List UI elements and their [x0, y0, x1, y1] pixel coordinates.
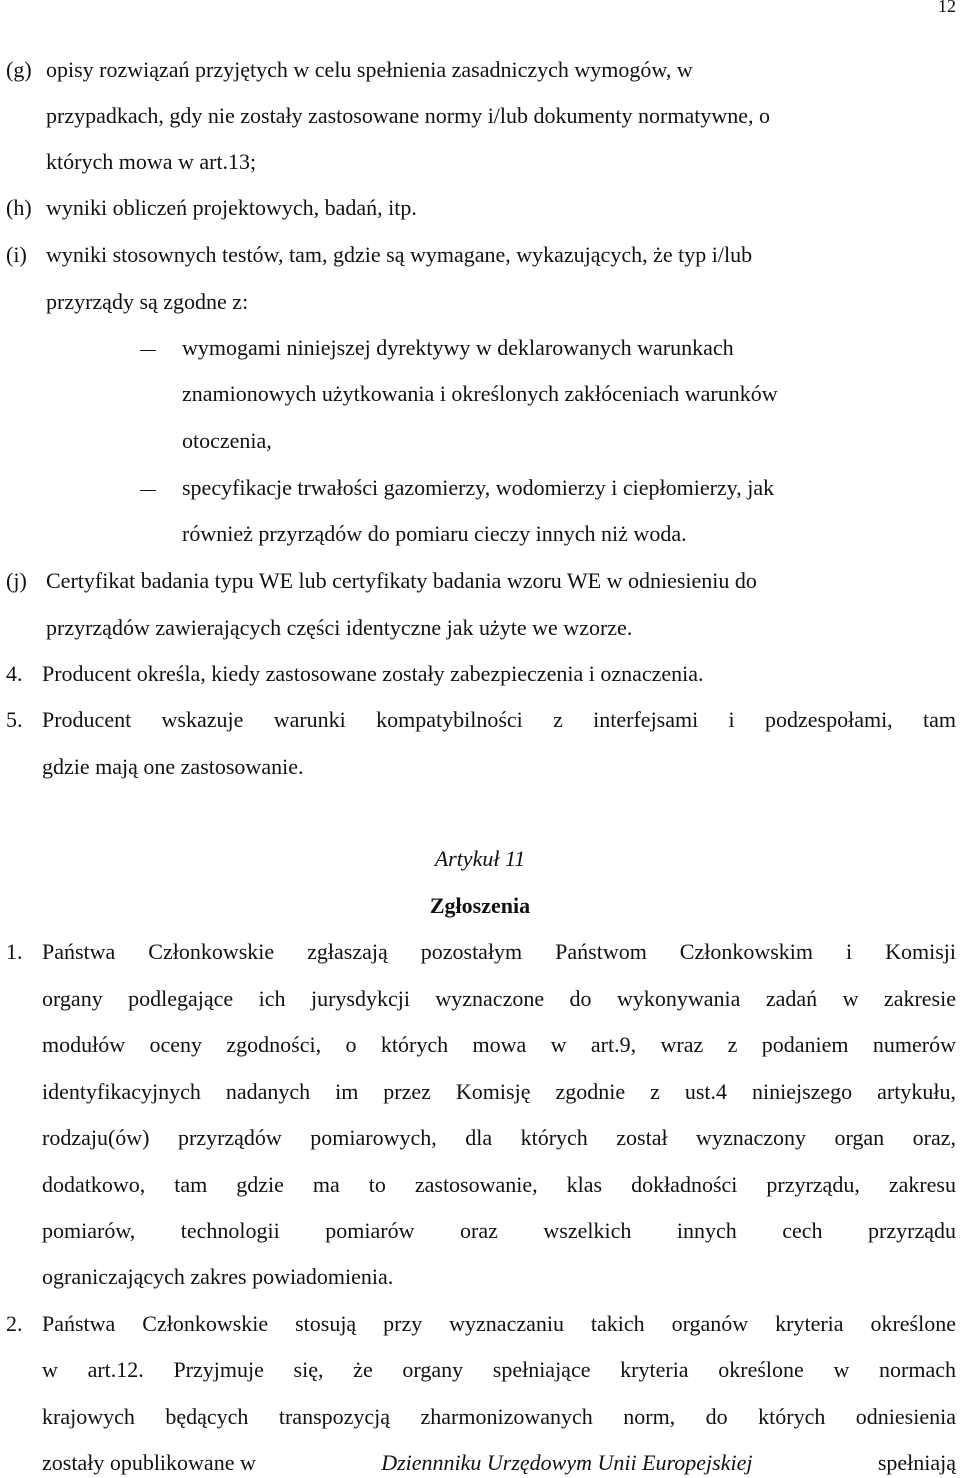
point-5-line-1: Producent wskazuje warunki kompatybilności z interfejsami i podzespołami, tam — [42, 707, 956, 732]
article-title: Zgłoszenia — [429, 893, 531, 918]
para-2-line-2: w art.12. Przyjmuje się, że organy spełniające kryteria określone w normach — [42, 1357, 956, 1382]
dash-item-2-line-2: również przyrządów do pomiaru cieczy innych niż woda. — [182, 521, 687, 546]
list-g-line-3: których mowa w art.13; — [46, 149, 257, 174]
list-i-line-2: przyrządy są zgodne z: — [46, 289, 249, 314]
point-4-marker: 4. — [6, 661, 23, 686]
list-j-line-2: przyrządów zawierających części identyczne jak użyte we wzorze. — [46, 615, 633, 640]
para-1-line-3: modułów oceny zgodności, o których mowa w art.9, wraz z podaniem numerów — [42, 1032, 956, 1057]
para-1-line-1: Państwa Członkowskie zgłaszają pozostałym Państwom Członkowskim i Komisji — [42, 939, 956, 964]
dash-item-1-line-1: wymogami niniejszej dyrektywy w deklarowanych warunkach — [182, 335, 734, 360]
list-marker-h: (h) — [6, 195, 32, 220]
para-2-line-4 — [42, 1449, 956, 1477]
para-1-line-4: identyfikacyjnych nadanych im przez Komisję zgodnie z ust.4 niniejszego artykułu, — [42, 1079, 956, 1104]
list-h-line-1: wyniki obliczeń projektowych, badań, itp. — [46, 195, 417, 220]
para-2-line-1: Państwa Członkowskie stosują przy wyznaczaniu takich organów kryteria określone — [42, 1311, 956, 1336]
dash-item-1-line-3: otoczenia, — [182, 428, 272, 453]
dash-item-1-line-2: znamionowych użytkowania i określonych zakłóceniach warunków — [182, 381, 778, 406]
point-4-line-1: Producent określa, kiedy zastosowane zostały zabezpieczenia i oznaczenia. — [42, 661, 704, 686]
article-heading: Artykuł 11 — [434, 846, 526, 871]
list-marker-i: (i) — [6, 242, 27, 267]
point-5-marker: 5. — [6, 707, 23, 732]
point-5-line-2: gdzie mają one zastosowanie. — [42, 754, 304, 779]
list-j-line-1: Certyfikat badania typu WE lub certyfikaty badania wzoru WE w odniesieniu do — [46, 568, 757, 593]
para-2-line-3: krajowych będących transpozycją zharmonizowanych norm, do których odniesienia — [42, 1404, 956, 1429]
para-1-line-8: ograniczających zakres powiadomienia. — [42, 1264, 394, 1289]
para-2-line-4-after: spełniają — [877, 1450, 956, 1475]
dash-item-2-line-1: specyfikacje trwałości gazomierzy, wodomierzy i ciepłomierzy, jak — [182, 475, 775, 500]
list-g-line-2: przypadkach, gdy nie zostały zastosowane normy i/lub dokumenty normatywne, o — [46, 103, 770, 128]
list-marker-g: (g) — [6, 57, 32, 82]
dash-bullet-1 — [140, 350, 156, 351]
para-2-line-4-before: zostały opublikowane w — [42, 1450, 256, 1475]
list-marker-j: (j) — [6, 568, 27, 593]
para-1-line-5: rodzaju(ów) przyrządów pomiarowych, dla których został wyznaczony organ oraz, — [42, 1125, 956, 1150]
page-number: 12 — [938, 0, 956, 16]
list-g-line-1: opisy rozwiązań przyjętych w celu spełnienia zasadniczych wymogów, w — [46, 57, 693, 82]
dash-bullet-2 — [140, 490, 156, 491]
journal-name: Dziennniku Urzędowym Unii Europejskiej — [381, 1450, 753, 1475]
para-2-marker: 2. — [6, 1311, 23, 1336]
para-1-line-2: organy podlegające ich jurysdykcji wyznaczone do wykonywania zadań w zakresie — [42, 986, 956, 1011]
para-1-line-6: dodatkowo, tam gdzie ma to zastosowanie, klas dokładności przyrządu, zakresu — [42, 1172, 956, 1197]
list-i-line-1: wyniki stosownych testów, tam, gdzie są wymagane, wykazujących, że typ i/lub — [46, 242, 753, 267]
para-1-marker: 1. — [6, 939, 23, 964]
para-1-line-7: pomiarów, technologii pomiarów oraz wszelkich innych cech przyrządu — [42, 1218, 956, 1243]
